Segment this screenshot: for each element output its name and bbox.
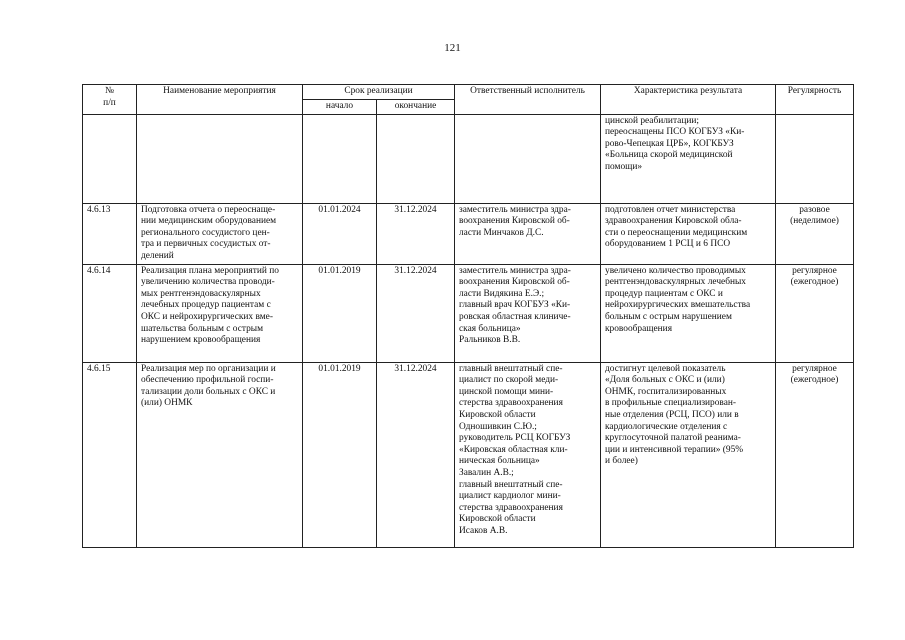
cell-regularity: регулярное (ежегодное) <box>776 264 854 362</box>
table-row <box>83 203 854 264</box>
cell-start <box>303 114 377 203</box>
header-number: № п/п <box>83 85 137 115</box>
header-end: окончание <box>377 100 455 115</box>
cell-executor: заместитель министра здра- воохранения Кировской об- ласти Видякина Е.Э.; главный врач КОГБУЗ «Ки- ровская областная клиниче- ская больница» Ральников В.В. <box>455 264 601 362</box>
header-name: Наименование мероприятия <box>137 85 303 115</box>
cell-start: 01.01.2024 <box>303 203 377 264</box>
cell-end: 31.12.2024 <box>377 362 455 547</box>
cell-result: увеличено количество проводимых рентгенэндоваскулярных лечебных процедур пациентам с ОКС и нейрохирургических вмешательства больным с острым нарушением кровообращения <box>601 264 776 362</box>
cell-end: 31.12.2024 <box>377 203 455 264</box>
cell-start: 01.01.2019 <box>303 264 377 362</box>
page-number: 121 <box>444 42 461 54</box>
measures-table <box>82 84 854 548</box>
cell-end: 31.12.2024 <box>377 264 455 362</box>
cell-start: 01.01.2019 <box>303 362 377 547</box>
cell-regularity: регулярное (ежегодное) <box>776 362 854 547</box>
cell-executor <box>455 114 601 203</box>
table-row-continuation <box>83 114 854 203</box>
cell-executor: заместитель министра здра- воохранения Кировской об- ласти Минчаков Д.С. <box>455 203 601 264</box>
cell-name: Подготовка отчета о переоснаще- нии медицинским оборудованием регионального сосудистого цен- тра и первичных сосудистых от- делений <box>137 203 303 264</box>
cell-num: 4.6.13 <box>83 203 137 264</box>
header-regularity: Регулярность <box>776 85 854 115</box>
cell-num <box>83 114 137 203</box>
cell-result: цинской реабилитации; переоснащены ПСО КОГБУЗ «Ки- рово-Чепецкая ЦРБ», КОГКБУЗ «Больница скорой медицинской помощи» <box>601 114 776 203</box>
cell-result: достигнут целевой показатель «Доля больных с ОКС и (или) ОНМК, госпитализированных в профильные специализирован- ные отделения (РСЦ, ПСО) или в кардиологические отделения с круглосуточной палатой реанима- ции и интенсивной терапии» (95% и более) <box>601 362 776 547</box>
header-start: начало <box>303 100 377 115</box>
cell-end <box>377 114 455 203</box>
cell-num: 4.6.15 <box>83 362 137 547</box>
cell-name <box>137 114 303 203</box>
cell-result: подготовлен отчет министерства здравоохранения Кировской обла- сти о переоснащении медицинским оборудованием 1 РСЦ и 6 ПСО <box>601 203 776 264</box>
cell-name: Реализация плана мероприятий по увеличению количества проводи- мых рентгенэндоваскулярных лечебных процедур пациентам с ОКС и нейрохирургических вме- шательства больным с острым нарушением кровообращения <box>137 264 303 362</box>
header-result: Характеристика результата <box>601 85 776 115</box>
cell-regularity <box>776 114 854 203</box>
cell-executor: главный внештатный спе- циалист по скорой меди- цинской помощи мини- стерства здравоохранения Кировской области Одношивкин С.Ю.; руководитель РСЦ КОГБУЗ «Кировская областная кли- ническая больница» Завалин А.В.; главный внештатный спе- циалист кардиолог мини- стерства здравоохранения Кировской области Исаков А.В. <box>455 362 601 547</box>
header-period: Срок реализации <box>303 85 455 100</box>
cell-name: Реализация мер по организации и обеспечению профильной госпи- тализации доли больных с ОКС и (или) ОНМК <box>137 362 303 547</box>
cell-num: 4.6.14 <box>83 264 137 362</box>
cell-regularity: разовое (неделимое) <box>776 203 854 264</box>
table-row <box>83 264 854 362</box>
header-executor: Ответственный исполнитель <box>455 85 601 115</box>
table-row <box>83 362 854 547</box>
